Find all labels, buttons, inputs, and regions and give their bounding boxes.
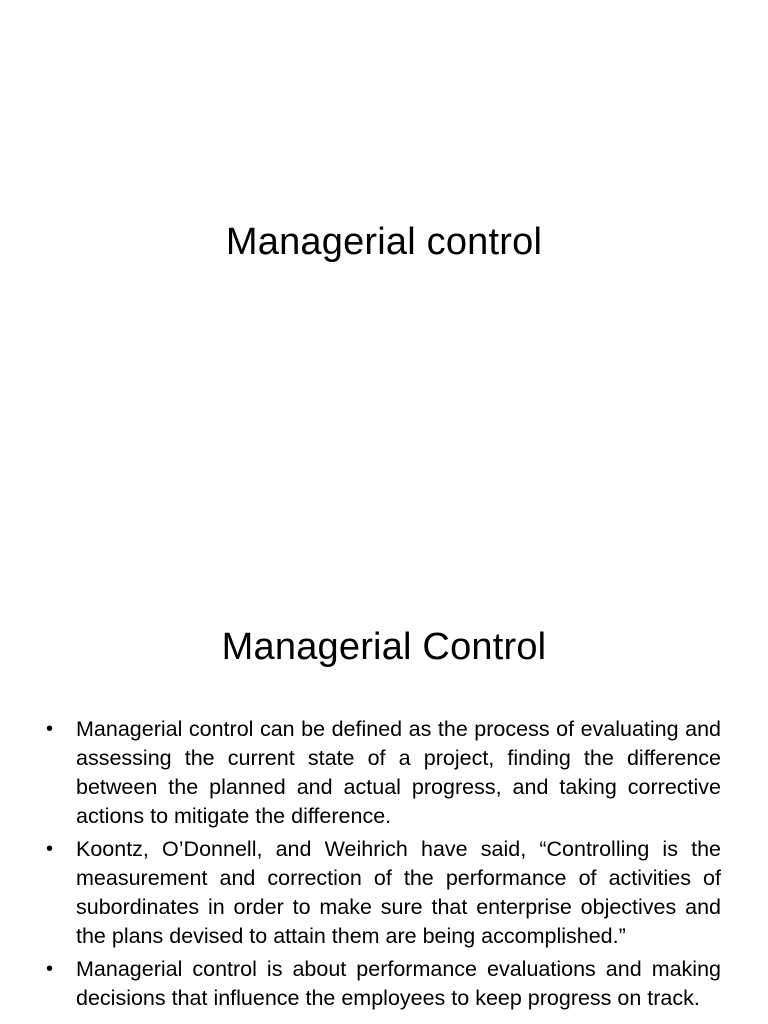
bullet-item [40, 835, 721, 951]
bullet-icon: • [46, 718, 54, 740]
bullet-item [40, 715, 721, 831]
bullet-item [40, 955, 721, 1013]
bullet-icon: • [46, 958, 54, 980]
slide-title: Managerial control [225, 221, 543, 263]
bullet-text: Koontz, O’Donnell, and Weihrich have said, “Controlling is the measurement and correction of the performance of activities of subordinates in order to make sure that enterprise objectives and the plans devised to attain them are being accomplished.” [76, 837, 721, 948]
bullet-icon: • [46, 838, 54, 860]
content-slide [0, 576, 768, 1024]
bullet-list [40, 715, 721, 1017]
slide-heading: Managerial Control [221, 626, 547, 668]
bullet-text: Managerial control is about performance evaluations and making decisions that influence the employees to keep progress on track. [76, 957, 721, 1010]
bullet-text: Managerial control can be defined as the process of evaluating and assessing the current state of a project, finding the difference between the planned and actual progress, and taking corrective actions to mitigate the difference. [76, 717, 721, 828]
